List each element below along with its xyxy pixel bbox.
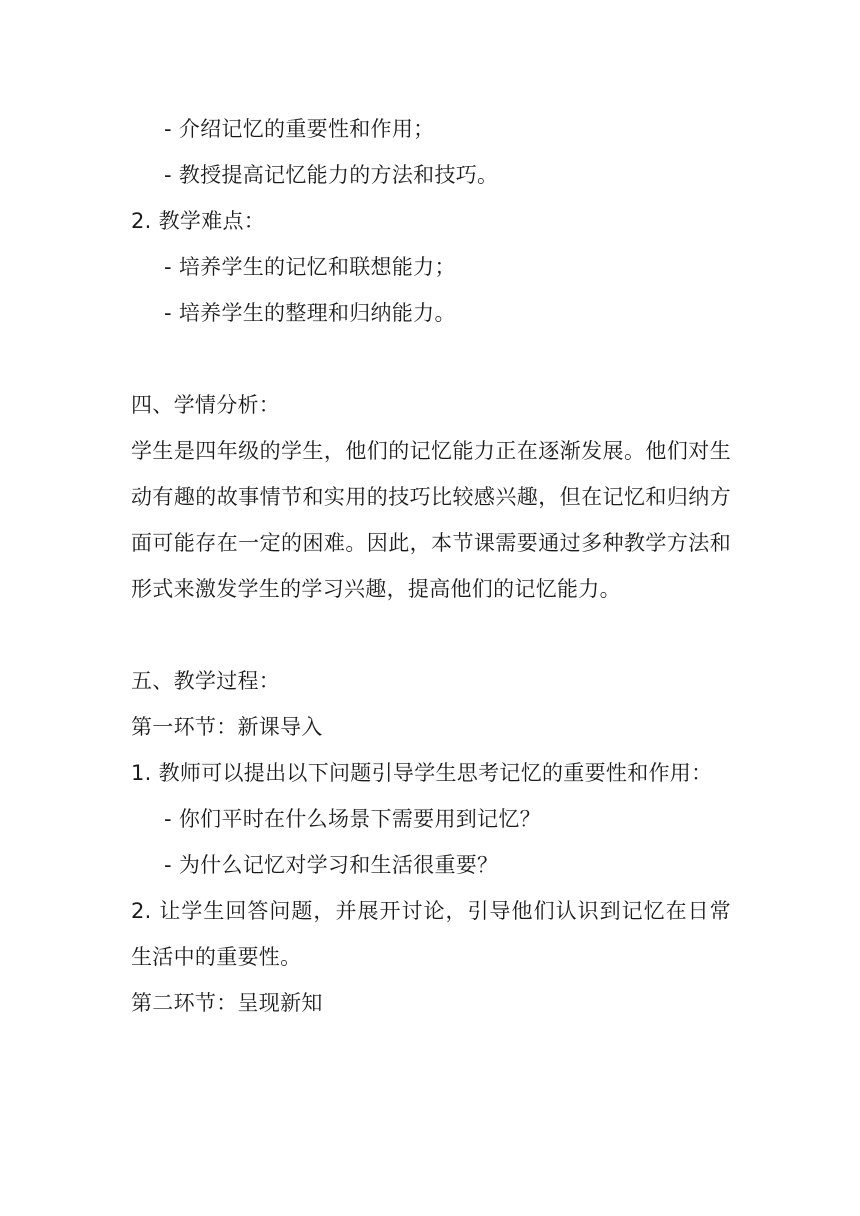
section-heading-teaching-process: 五、教学过程： <box>131 669 281 693</box>
section-heading-student-analysis: 四、学情分析： <box>131 393 281 417</box>
question-item-scenarios: - 你们平时在什么场景下需要用到记忆？ <box>164 807 541 831</box>
step1-item-questions: 1. 教师可以提出以下问题引导学生思考记忆的重要性和作用： <box>131 761 713 785</box>
spacer <box>131 612 731 658</box>
student-analysis-paragraph: 学生是四年级的学生，他们的记忆能力正在逐渐发展。他们对生动有趣的故事情节和实用的技巧比较感兴趣，但在记忆和归纳方面可能存在一定的困难。因此，本节课需要通过多种教学方法和形式来激发学生的学习兴趣，提高他们的记忆能力。 <box>131 439 731 601</box>
document-body <box>131 106 731 1026</box>
step1-item-discussion: 2. 让学生回答问题，并展开讨论，引导他们认识到记忆在日常生活中的重要性。 <box>131 899 731 969</box>
focus-item-memory-methods: - 教授提高记忆能力的方法和技巧。 <box>164 163 499 187</box>
spacer <box>131 336 731 382</box>
difficulty-item-association: - 培养学生的记忆和联想能力； <box>164 255 456 279</box>
step-title-new-knowledge: 第二环节：呈现新知 <box>131 991 323 1015</box>
focus-item-memory-importance: - 介绍记忆的重要性和作用； <box>164 117 435 141</box>
question-item-why-important: - 为什么记忆对学习和生活很重要？ <box>164 853 499 877</box>
teaching-difficulties-heading: 2. 教学难点： <box>131 209 266 233</box>
difficulty-item-organization: - 培养学生的整理和归纳能力。 <box>164 301 456 325</box>
step-title-intro: 第一环节：新课导入 <box>131 715 323 739</box>
